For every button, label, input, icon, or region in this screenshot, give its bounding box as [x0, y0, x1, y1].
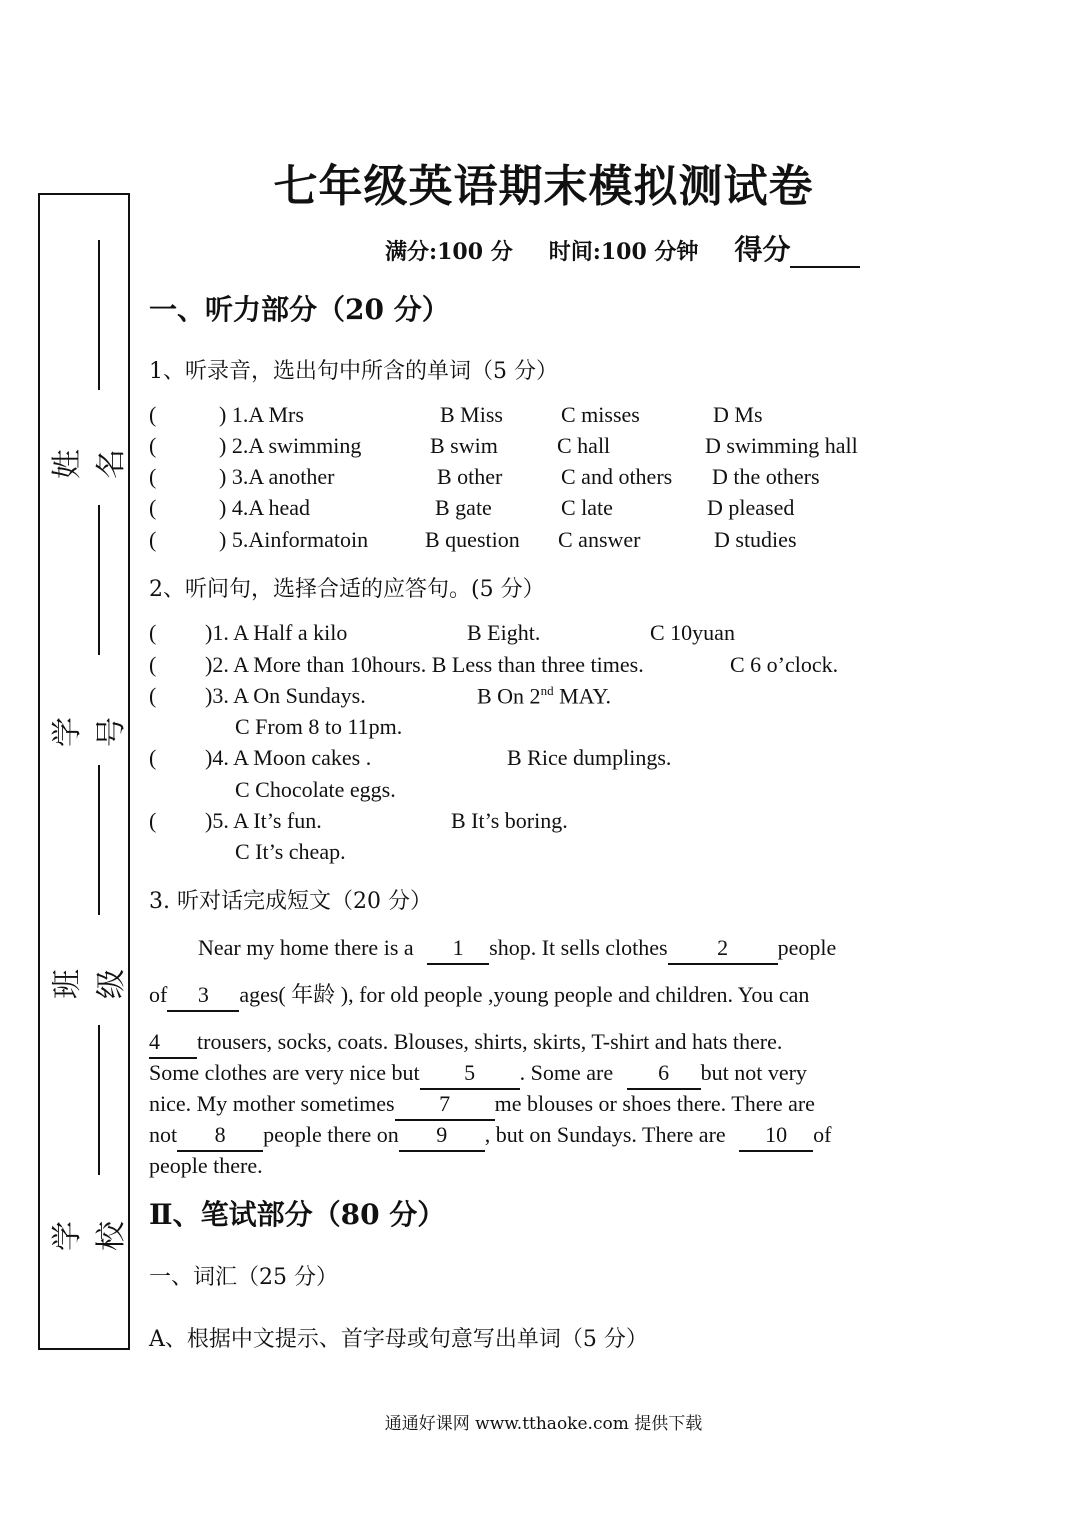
passage-line [149, 1026, 910, 1059]
ordinal-suffix: nd [540, 683, 554, 698]
passage-text: Near my home there is a [198, 935, 414, 960]
blank-9[interactable]: 9 [399, 1119, 485, 1152]
option-b: B Rice dumplings. [507, 745, 672, 770]
passage-text: ages( 年龄 ), for old people ,young people and children. You can [239, 982, 810, 1007]
passage-text: Some clothes are very nice but [149, 1060, 420, 1085]
class-label: 班级 [50, 969, 129, 999]
passage-text: people [777, 935, 837, 960]
passage-text: nice. My mother sometimes [149, 1091, 395, 1116]
option-c: C answer [558, 527, 641, 552]
passage-line [149, 1088, 910, 1121]
option-b: B other [437, 464, 503, 489]
answer-paren[interactable]: ( [149, 402, 157, 427]
passage-text: , but on Sundays. There are [484, 1122, 726, 1147]
option-c: C 10yuan [650, 620, 735, 645]
passage-line [149, 1119, 910, 1152]
option-a: )1. A Half a kilo [205, 620, 348, 645]
option-d: D Ms [713, 402, 763, 427]
option-b-month: MAY. [553, 683, 612, 709]
passage-text: but not very [700, 1060, 807, 1085]
answer-paren[interactable]: ( [149, 495, 157, 520]
option-b: B question [425, 527, 520, 552]
option-c: C hall [557, 433, 611, 458]
option-d: D the others [712, 464, 820, 489]
blank-6[interactable]: 6 [627, 1057, 701, 1090]
student-id-line [98, 505, 100, 655]
answer-paren[interactable]: ( [149, 652, 157, 677]
option-d: D studies [714, 527, 797, 552]
cloze-passage [149, 932, 910, 1182]
binding-strip [38, 193, 130, 1350]
blank-2[interactable]: 2 [668, 932, 778, 965]
option-c: C misses [561, 402, 640, 427]
option-b-text: B On 2 [477, 683, 541, 709]
option-b: B gate [435, 495, 492, 520]
option-c: C From 8 to 11pm. [235, 714, 403, 739]
school-line [98, 1025, 100, 1175]
answer-paren[interactable]: ( [149, 433, 157, 458]
student-id-label: 学号 [50, 717, 129, 747]
option-c: C Chocolate eggs. [235, 777, 396, 802]
answer-paren[interactable]: ( [149, 527, 157, 552]
page-footer: 通通好课网 www.tthaoke.com 提供下载 [384, 1414, 703, 1434]
option-a: ) 4.A head [219, 495, 311, 520]
option-c: C 6 o’clock. [730, 652, 839, 677]
name-line [98, 240, 100, 390]
option-c: C and others [561, 464, 673, 489]
answer-paren[interactable]: ( [149, 683, 157, 708]
page-title: 七年级英语期末模拟测试卷 [273, 161, 814, 212]
option-b: B swim [430, 433, 498, 458]
blank-4[interactable]: 4 [149, 1026, 197, 1059]
option-b: B Eight. [467, 620, 541, 645]
passage-text: shop. It sells clothes [489, 935, 668, 960]
score-line [385, 228, 896, 268]
answer-paren[interactable]: ( [149, 808, 157, 833]
option-a: )4. A Moon cakes . [205, 745, 372, 770]
passage-text: of [813, 1122, 832, 1147]
option-a: )5. A It’s fun. [205, 808, 322, 833]
name-label: 姓名 [50, 449, 129, 479]
vocab-a-heading: A、根据中文提示、首字母或句意写出单词（5 分） [149, 1327, 648, 1352]
score-blank[interactable] [790, 244, 860, 268]
listening-heading: 一、听力部分（20 分） [149, 293, 450, 326]
passage-text: not [149, 1122, 178, 1147]
blank-1[interactable]: 1 [427, 932, 489, 965]
answer-paren[interactable]: ( [149, 620, 157, 645]
class-line [98, 765, 100, 915]
option-a: ) 1.A Mrs [219, 402, 304, 427]
passage-text: . Some are [519, 1060, 614, 1085]
written-heading: Ⅱ、笔试部分（80 分） [149, 1198, 446, 1231]
option-d: D pleased [707, 495, 795, 520]
passage-line [149, 1057, 910, 1090]
option-a: ) 3.A another [219, 464, 335, 489]
option-a: ) 5.Ainformatoin [219, 527, 369, 552]
school-label: 学校 [50, 1221, 129, 1251]
blank-7[interactable]: 7 [395, 1088, 495, 1121]
q1-heading: 1、听录音，选出句中所含的单词（5 分） [149, 359, 558, 384]
passage-line: people there. [149, 1153, 263, 1178]
option-d: D swimming hall [705, 433, 858, 458]
blank-10[interactable]: 10 [739, 1119, 813, 1152]
option-c: C late [561, 495, 613, 520]
passage-text: trousers, socks, coats. Blouses, shirts, skirts, T-shirt and hats there. [197, 1029, 783, 1054]
passage-line [149, 932, 910, 965]
score-label: 得分 [734, 233, 791, 266]
answer-paren[interactable]: ( [149, 464, 157, 489]
q2-heading: 2、听问句，选择合适的应答句。(5 分） [149, 577, 545, 602]
vocab-heading: 一、词汇（25 分） [149, 1265, 338, 1290]
option-b [477, 683, 611, 709]
q3-heading: 3. 听对话完成短文（20 分） [149, 889, 432, 914]
option-b: B Miss [440, 402, 503, 427]
full-score: 满分:100 分 [385, 239, 513, 265]
option-a: ) 2.A swimming [219, 433, 362, 458]
option-b: B It’s boring. [451, 808, 568, 833]
passage-text: me blouses or shoes there. There are [494, 1091, 815, 1116]
passage-text: people there on [263, 1122, 399, 1147]
blank-3[interactable]: 3 [167, 979, 239, 1012]
passage-text: of [149, 982, 168, 1007]
answer-paren[interactable]: ( [149, 745, 157, 770]
option-ab: )2. A More than 10hours. B Less than three times. [205, 652, 644, 677]
option-a: )3. A On Sundays. [205, 683, 366, 708]
option-c: C It’s cheap. [235, 839, 346, 864]
blank-5[interactable]: 5 [420, 1057, 520, 1090]
time-limit: 时间:100 分钟 [548, 239, 699, 265]
passage-line [149, 979, 910, 1012]
blank-8[interactable]: 8 [177, 1119, 263, 1152]
